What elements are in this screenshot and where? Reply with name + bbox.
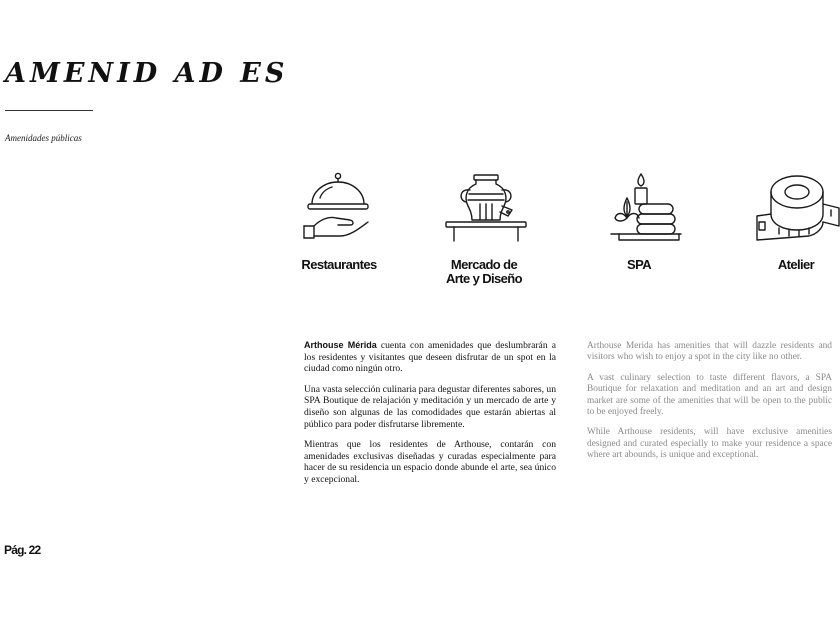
spanish-paragraph-1 xyxy=(304,340,556,375)
page-number: Pág. 22 xyxy=(4,543,41,557)
measuring-tape-icon xyxy=(749,170,840,244)
amenity-spa xyxy=(587,170,697,244)
amenity-label-mercado xyxy=(409,258,559,286)
amenity-atelier xyxy=(740,170,840,244)
english-text-column xyxy=(587,341,832,471)
english-paragraph-2: A vast culinary selection to taste different flavors, a SPA Boutique for relaxation and meditation and an art and design market are some of the amenities that will be open to the public to be enjoyed freely. xyxy=(587,372,832,418)
spanish-paragraph-2: Una vasta selección culinaria para degustar diferentes sabores, un SPA Boutique de relajación y meditación y un mercado de arte y diseño son algunas de las comodidades que estarán abiertas al público para poder disfrutarse libremente. xyxy=(304,383,556,430)
title-divider xyxy=(5,110,93,111)
brand-name: Arthouse Mérida xyxy=(304,340,377,350)
english-paragraph-3: While Arthouse residents, will have exclusive amenities designed and curated especially to make your residence a space where art abounds, is unique and exceptional. xyxy=(587,427,832,461)
amenity-label-atelier: Atelier xyxy=(777,257,815,272)
page-title: AMENID AD ES xyxy=(5,58,289,89)
page-subtitle: Amenidades públicas xyxy=(5,133,82,143)
cloche-icon xyxy=(298,170,378,242)
amenity-label-spa: SPA xyxy=(627,257,651,272)
spanish-text-column xyxy=(304,340,556,495)
amenity-restaurantes xyxy=(283,170,393,242)
vase-on-table-icon xyxy=(436,170,536,244)
amenity-label-restaurantes: Restaurantes xyxy=(301,257,377,272)
spanish-paragraph-3: Mientras que los residentes de Arthouse, contarán con amenidades exclusivas diseñadas y curadas especialmente para hacer de su residencia un espacio donde abunde el arte, sea único y excepcional. xyxy=(304,439,556,485)
spanish-paragraph-1-body: cuenta con amenidades que deslumbrarán a los residentes y visitantes que deseen disfrutar de un spot en la ciudad como ningún otro. xyxy=(304,340,556,375)
amenity-mercado xyxy=(431,170,541,244)
spa-candle-stones-icon xyxy=(601,170,683,244)
english-paragraph-1: Arthouse Merida has amenities that will dazzle residents and visitors who wish to enjoy a spot in the city like no other. xyxy=(587,341,832,363)
amenity-label-mercado-line1: Mercado de xyxy=(450,257,518,272)
amenity-label-mercado-line2: Arte y Diseño xyxy=(445,271,522,286)
